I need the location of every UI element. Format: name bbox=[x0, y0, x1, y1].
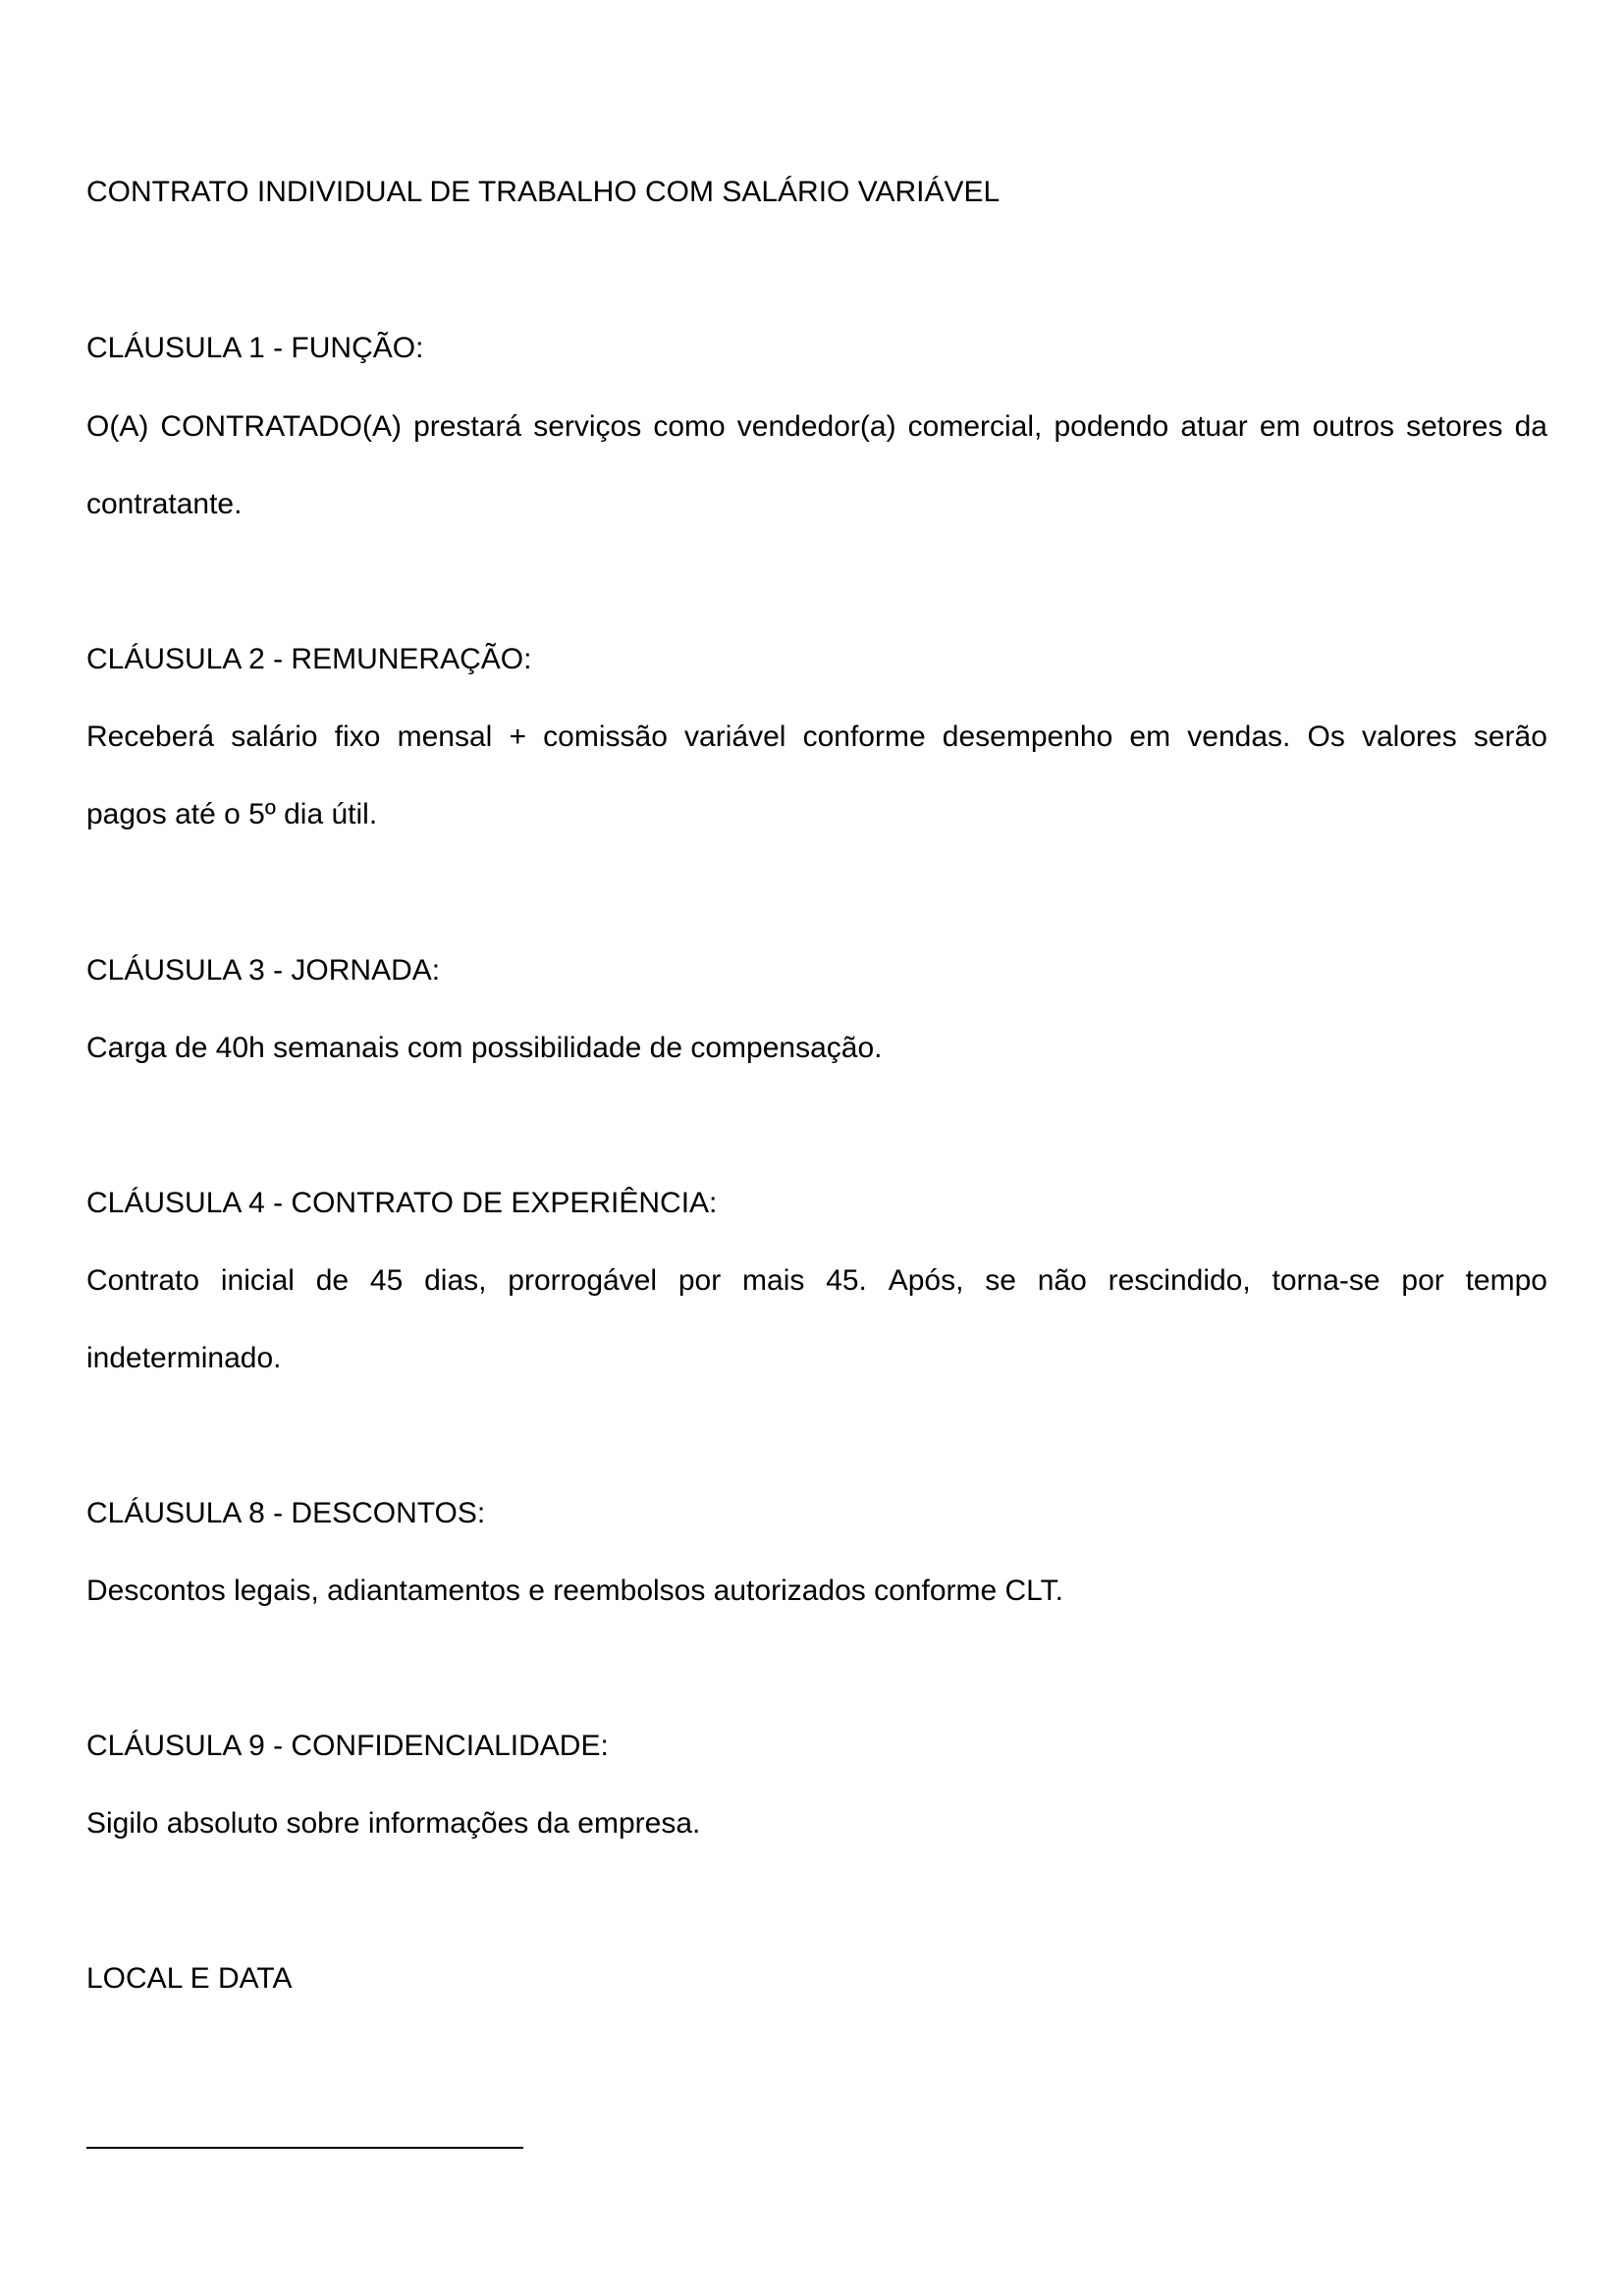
clause-9-heading: CLÁUSULA 9 - CONFIDENCIALIDADE: bbox=[86, 1730, 609, 1762]
word: serviços bbox=[533, 410, 642, 443]
word: CONTRATADO(A) bbox=[160, 410, 402, 443]
word: variável bbox=[684, 721, 786, 753]
word: conforme bbox=[802, 721, 926, 753]
word: mais bbox=[742, 1264, 805, 1297]
word: comercial, bbox=[907, 410, 1043, 443]
word: de bbox=[315, 1264, 350, 1297]
word: + bbox=[509, 721, 527, 753]
word: Após, bbox=[888, 1264, 964, 1297]
word: se bbox=[985, 1264, 1016, 1297]
word: prorrogável bbox=[508, 1264, 658, 1297]
word: rescindido, bbox=[1108, 1264, 1251, 1297]
clause-1-text-line-1 bbox=[86, 409, 1547, 445]
word: O(A) bbox=[86, 410, 149, 443]
word: da bbox=[1514, 410, 1547, 443]
word: comissão bbox=[543, 721, 668, 753]
clause-2-text-line-2: pagos até o 5º dia útil. bbox=[86, 798, 378, 830]
word: em bbox=[1129, 721, 1171, 753]
word: Receberá bbox=[86, 721, 215, 753]
word: torna-se bbox=[1272, 1264, 1380, 1297]
word: dias, bbox=[424, 1264, 487, 1297]
word: por bbox=[1401, 1264, 1444, 1297]
clause-9-text-line-1: Sigilo absoluto sobre informações da empresa. bbox=[86, 1807, 701, 1840]
signature-line bbox=[86, 2147, 523, 2149]
word: mensal bbox=[397, 721, 493, 753]
word: valores bbox=[1362, 721, 1457, 753]
word: Os bbox=[1307, 721, 1345, 753]
word: salário bbox=[231, 721, 318, 753]
word: atuar bbox=[1180, 410, 1248, 443]
word: vendedor(a) bbox=[736, 410, 896, 443]
word: outros bbox=[1312, 410, 1394, 443]
clause-1-text-line-2: contratante. bbox=[86, 488, 243, 520]
clause-3-heading: CLÁUSULA 3 - JORNADA: bbox=[86, 954, 441, 987]
clause-3-text-line-1: Carga de 40h semanais com possibilidade de compensação. bbox=[86, 1032, 883, 1064]
word: fixo bbox=[334, 721, 381, 753]
word: não bbox=[1037, 1264, 1087, 1297]
document-title: CONTRATO INDIVIDUAL DE TRABALHO COM SALÁRIO VARIÁVEL bbox=[86, 176, 1001, 208]
word: podendo bbox=[1054, 410, 1169, 443]
word: desempenho bbox=[942, 721, 1113, 753]
word: vendas. bbox=[1187, 721, 1291, 753]
word: Contrato bbox=[86, 1264, 200, 1297]
word: por bbox=[677, 1264, 722, 1297]
clause-4-heading: CLÁUSULA 4 - CONTRATO DE EXPERIÊNCIA: bbox=[86, 1187, 718, 1219]
word: tempo bbox=[1465, 1264, 1547, 1297]
place-date-label: LOCAL E DATA bbox=[86, 1962, 293, 1995]
word: 45 bbox=[369, 1264, 404, 1297]
word: serão bbox=[1473, 721, 1547, 753]
word: inicial bbox=[220, 1264, 295, 1297]
clause-4-text-line-1 bbox=[86, 1263, 1547, 1299]
word: em bbox=[1259, 410, 1301, 443]
clause-8-text-line-1: Descontos legais, adiantamentos e reembolsos autorizados conforme CLT. bbox=[86, 1575, 1063, 1607]
word: como bbox=[653, 410, 726, 443]
clause-8-heading: CLÁUSULA 8 - DESCONTOS: bbox=[86, 1497, 486, 1529]
clause-2-text-line-1 bbox=[86, 720, 1547, 755]
clause-1-heading: CLÁUSULA 1 - FUNÇÃO: bbox=[86, 332, 424, 364]
clause-2-heading: CLÁUSULA 2 - REMUNERAÇÃO: bbox=[86, 643, 532, 675]
word: prestará bbox=[413, 410, 522, 443]
word: setores bbox=[1406, 410, 1503, 443]
word: 45. bbox=[826, 1264, 867, 1297]
clause-4-text-line-2: indeterminado. bbox=[86, 1342, 282, 1374]
